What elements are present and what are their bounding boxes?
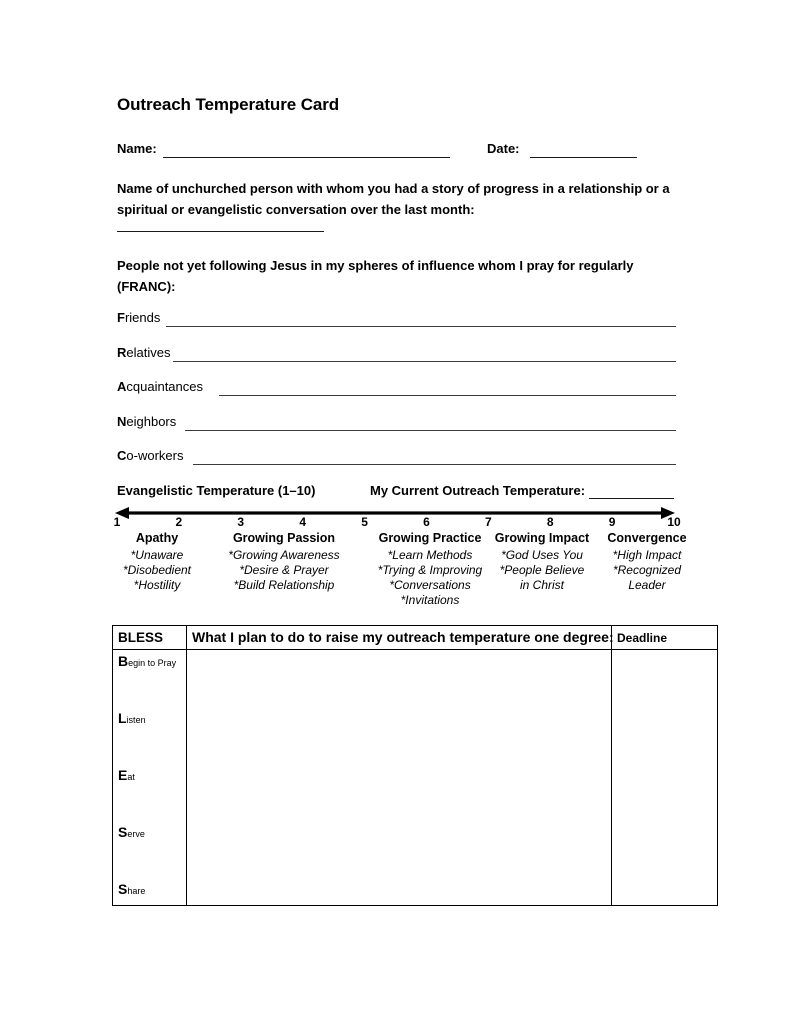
- temperature-stage-title: Growing Passion: [232, 531, 336, 545]
- bless-step: Eat: [118, 767, 135, 783]
- franc-row-rule[interactable]: [166, 326, 676, 327]
- bless-step: Share: [118, 881, 146, 897]
- temperature-stage-item: *Recognized: [612, 563, 682, 577]
- temperature-stage-title: Growing Practice: [378, 531, 482, 545]
- franc-row: [117, 345, 676, 365]
- plan-column-header: What I plan to do to raise my outreach temperature one degree:: [192, 629, 614, 645]
- temperature-stage-item: *Desire & Prayer: [239, 563, 329, 577]
- temperature-stage-title: Convergence: [607, 531, 687, 545]
- temperature-stage-item: *Disobedient: [122, 563, 192, 577]
- temperature-stage-item: *Invitations: [400, 593, 460, 607]
- bless-column-header: BLESS: [118, 630, 164, 645]
- temperature-stage: [112, 531, 202, 593]
- temperature-stage: [599, 531, 695, 593]
- temperature-stage: [482, 531, 602, 593]
- page-title: Outreach Temperature Card: [117, 95, 340, 114]
- temperature-stage-item: *Conversations: [389, 578, 471, 592]
- scale-number: 6: [423, 515, 430, 529]
- date-input-rule[interactable]: [530, 157, 637, 158]
- temperature-stage-item: *Hostility: [133, 578, 181, 592]
- bless-step: Serve: [118, 824, 145, 840]
- scale-number: 8: [546, 515, 554, 529]
- scale-number: 1: [113, 515, 121, 529]
- scale-number: 3: [237, 515, 245, 529]
- franc-row: [117, 414, 676, 434]
- temperature-stage-item: *People Believe: [499, 563, 585, 577]
- franc-row: [117, 310, 676, 330]
- unchurched-person-prompt: Name of unchurched person with whom you had a story of progress in a relationship or a spiritual or evangelistic conversation over the last month:: [117, 181, 670, 217]
- current-outreach-temperature-rule[interactable]: [589, 498, 674, 499]
- temperature-stage-item: *Unaware: [130, 548, 184, 562]
- temperature-stage-items: [360, 548, 500, 608]
- temperature-stage-title: Apathy: [135, 531, 179, 545]
- scale-number: 2: [175, 515, 183, 529]
- franc-row-label: Relatives: [117, 345, 171, 360]
- current-outreach-temperature-label: My Current Outreach Temperature:: [370, 483, 586, 498]
- temperature-stage-items: [112, 548, 202, 593]
- temperature-scale-numbers: [112, 515, 681, 531]
- temperature-stage-items: [599, 548, 695, 593]
- franc-row-label: Acquaintances: [117, 379, 204, 394]
- name-label: Name:: [117, 141, 157, 156]
- deadline-column-header: Deadline: [617, 631, 668, 645]
- evangelistic-temperature-heading: Evangelistic Temperature (1–10): [117, 483, 316, 498]
- temperature-stage-item: *Build Relationship: [233, 578, 335, 592]
- bless-table-divider-1: [186, 626, 187, 905]
- temperature-stage-items: [482, 548, 602, 593]
- bless-steps-column: [113, 650, 186, 905]
- temperature-stage: [204, 531, 364, 593]
- franc-row-rule[interactable]: [219, 395, 676, 396]
- temperature-stage-item: *Growing Awareness: [228, 548, 340, 562]
- unchurched-person-rule[interactable]: [117, 231, 324, 232]
- temperature-stage-item: *High Impact: [612, 548, 682, 562]
- name-input-rule[interactable]: [163, 157, 450, 158]
- scale-number: 10: [667, 515, 681, 529]
- bless-step: Begin to Pray: [118, 653, 177, 669]
- scale-number: 5: [361, 515, 368, 529]
- date-label: Date:: [487, 141, 520, 156]
- franc-row-rule[interactable]: [173, 361, 676, 362]
- franc-row-label: Neighbors: [117, 414, 177, 429]
- franc-row-label: Friends: [117, 310, 161, 325]
- scale-number: 9: [608, 515, 616, 529]
- franc-row: [117, 379, 676, 399]
- temperature-stage-items: [204, 548, 364, 593]
- franc-row-label: Co-workers: [117, 448, 184, 463]
- franc-row-rule[interactable]: [193, 464, 676, 465]
- temperature-stage-item: *Trying & Improving: [377, 563, 483, 577]
- bless-action-table: [112, 625, 718, 906]
- temperature-stage-columns: [112, 531, 687, 621]
- bless-table-divider-2: [611, 626, 612, 905]
- temperature-stage-item: in Christ: [519, 578, 564, 592]
- temperature-stage-item: *God Uses You: [501, 548, 583, 562]
- temperature-stage: [360, 531, 500, 608]
- temperature-stage-item: *Learn Methods: [387, 548, 473, 562]
- scale-number: 4: [299, 515, 306, 529]
- scale-number: 7: [484, 515, 492, 529]
- temperature-stage-title: Growing Impact: [494, 531, 590, 545]
- franc-row: [117, 448, 676, 468]
- bless-step: Listen: [118, 710, 146, 726]
- temperature-stage-item: Leader: [628, 578, 666, 592]
- franc-heading: People not yet following Jesus in my spheres of influence whom I pray for regularly (FRANC):: [117, 258, 634, 294]
- franc-row-rule[interactable]: [185, 430, 676, 431]
